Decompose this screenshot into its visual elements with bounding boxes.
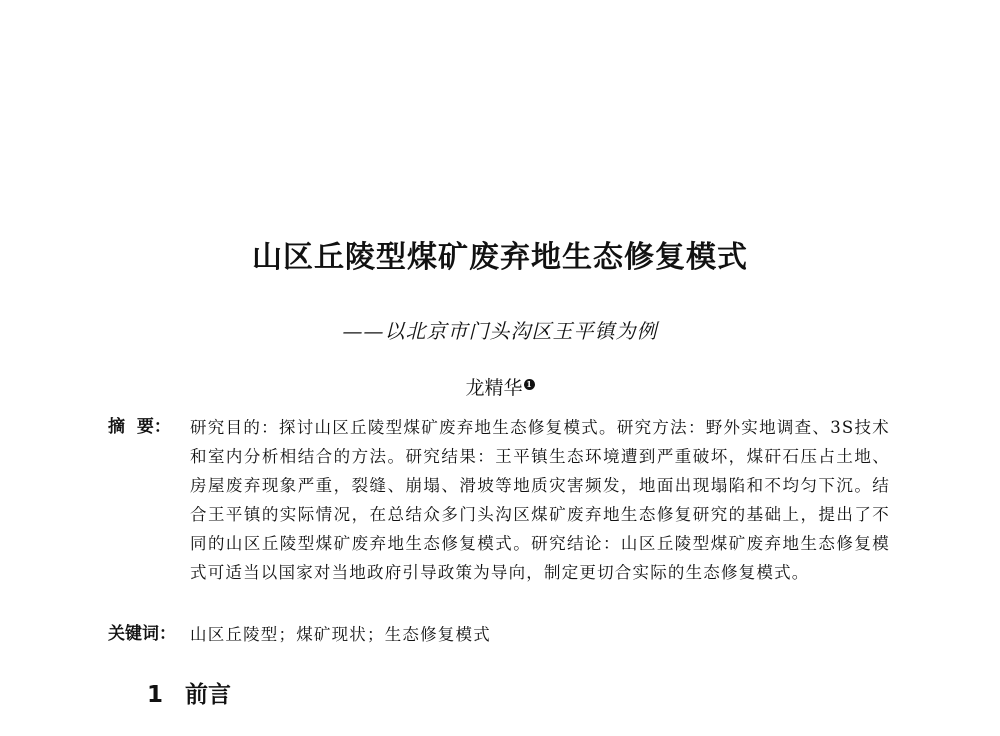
author-line: [0, 373, 1000, 400]
abstract-block: [108, 413, 890, 587]
keywords-label: 关键词：: [108, 624, 176, 644]
author-name: 龙精华: [465, 377, 523, 399]
abstract-text: 研究目的：探讨山区丘陵型煤矿废弃地生态修复模式。研究方法：野外实地调查、3S技术和室内分析相结合的方法。研究结果：王平镇生态环境遭到严重破坏，煤矸石压占土地、房屋废弃现象严重，裂缝、崩塌、滑坡等地质灾害频发，地面出现塌陷和不均匀下沉。结合王平镇的实际情况，在总结众多门头沟区煤矿废弃地生态修复研究的基础上，提出了不同的山区丘陵型煤矿废弃地生态修复模式。研究结论：山区丘陵型煤矿废弃地生态修复模式可适当以国家对当地政府引导政策为导向，制定更切合实际的生态修复模式。: [190, 418, 890, 582]
keywords-text: 山区丘陵型；煤矿现状；生态修复模式: [190, 625, 491, 644]
section-heading: [147, 676, 231, 709]
footnote-marker[interactable]: 1: [524, 379, 535, 390]
paper-title: 山区丘陵型煤矿废弃地生态修复模式: [252, 240, 748, 275]
abstract-label: 摘 要：: [108, 417, 171, 437]
keywords-block: [108, 620, 890, 649]
paper-subtitle: ——以北京市门头沟区王平镇为例: [342, 319, 658, 343]
section-title: 前言: [185, 682, 232, 708]
section-number: 1: [147, 682, 164, 708]
